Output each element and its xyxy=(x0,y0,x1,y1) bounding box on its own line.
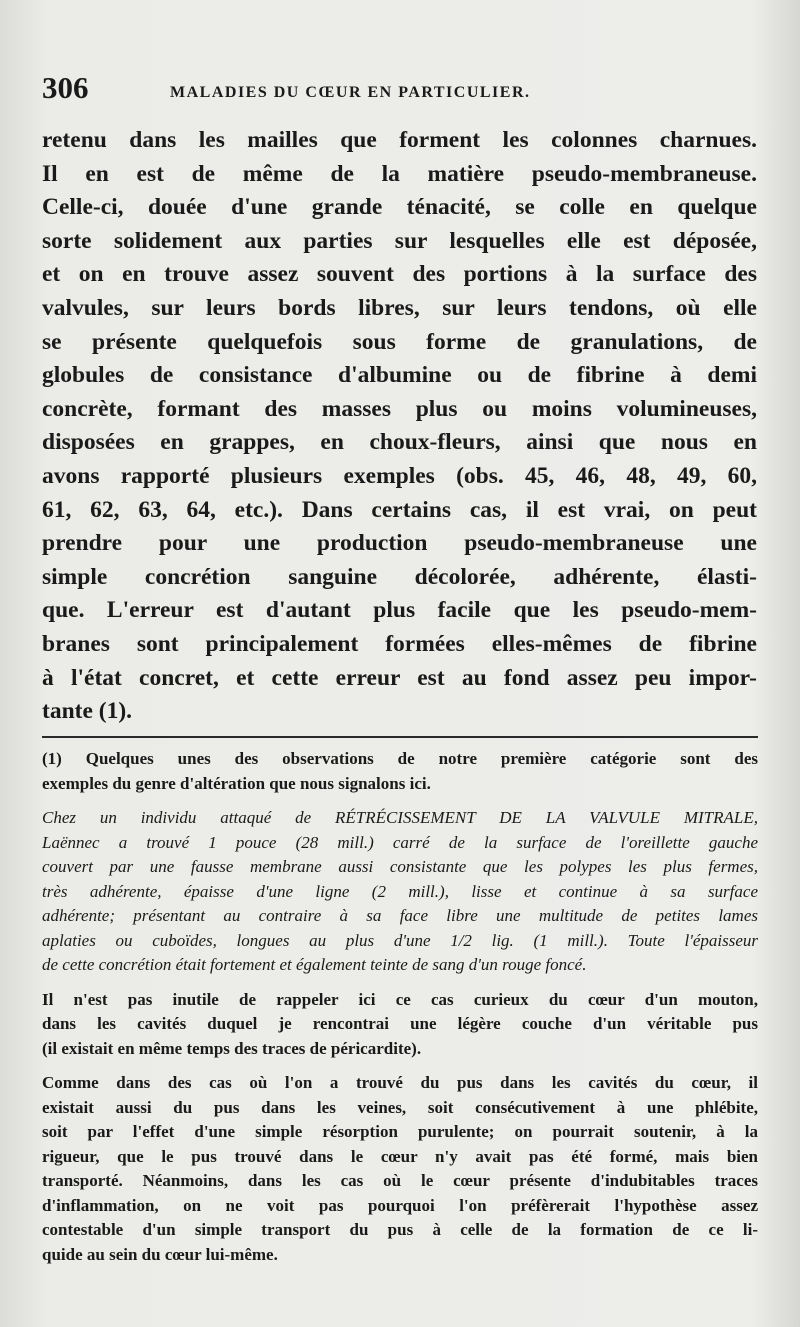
footnote-line: soit par l'effet d'une simple résorption purulente; on pourrait soutenir, à la xyxy=(42,1122,758,1141)
footnote-line: couvert par une fausse membrane aussi consistante que les polypes les plus fermes, xyxy=(42,857,758,876)
page-header xyxy=(42,70,762,110)
footnote-line: d'inflammation, on ne voit pas pourquoi l'on préfèrerait l'hypothèse assez xyxy=(42,1195,758,1215)
footnote-line: exemples du genre d'altération que nous signalons ici. xyxy=(42,773,431,793)
footnote-line: Comme dans des cas où l'on a trouvé du pus dans les cavités du cœur, il xyxy=(42,1073,758,1092)
footnote-rule xyxy=(42,736,758,738)
footnote-line: Chez un individu attaqué de RÉTRÉCISSEMENT DE LA VALVULE MITRALE, xyxy=(42,808,758,827)
main-text xyxy=(42,124,757,729)
footnote-line: (il existait en même temps des traces de péricardite). xyxy=(42,1038,422,1058)
text-line: retenu dans les mailles que forment les colonnes charnues. xyxy=(42,127,757,153)
footnote-line: transporté. Néanmoins, dans les cas où le cœur présente d'indubitables traces xyxy=(42,1171,758,1190)
footnote-line: très adhérente, épaisse d'une ligne (2 mill.), lisse et continue à sa surface xyxy=(42,881,758,901)
text-line: que. L'erreur est d'autant plus facile que les pseudo-mem- xyxy=(42,597,757,624)
text-line: concrète, formant des masses plus ou moins volumineuses, xyxy=(42,395,757,422)
footnote-line: Il n'est pas inutile de rappeler ici ce cas curieux du cœur d'un mouton, xyxy=(42,989,758,1009)
running-head: MALADIES DU CŒUR EN PARTICULIER. xyxy=(170,84,531,101)
text-line: à l'état concret, et cette erreur est au fond assez peu impor- xyxy=(42,664,757,691)
text-line: et on en trouve assez souvent des portions à la surface des xyxy=(42,261,757,288)
text-line: prendre pour une production pseudo-membraneuse une xyxy=(42,530,757,557)
text-line: sorte solidement aux parties sur lesquelles elle est déposée, xyxy=(42,227,757,254)
text-line: 61, 62, 63, 64, etc.). Dans certains cas, il est vrai, on peut xyxy=(42,496,757,523)
text-line: globules de consistance d'albumine ou de fibrine à demi xyxy=(42,362,757,389)
footnote-line: (1) Quelques unes des observations de notre première catégorie sont des xyxy=(42,749,758,768)
text-line: Il en est de même de la matière pseudo-membraneuse. xyxy=(42,160,757,187)
text-line: avons rapporté plusieurs exemples (obs. 45, 46, 48, 49, 60, xyxy=(42,462,757,489)
footnote-line: adhérente; présentant au contraire à sa face libre une multitude de petites lames xyxy=(42,906,758,925)
text-line: simple concrétion sanguine décolorée, adhérente, élasti- xyxy=(42,563,757,590)
footnote-line: aplaties ou cuboïdes, longues au plus d'une 1/2 lig. (1 mill.). Toute l'épaisseur xyxy=(42,930,758,950)
footnotes xyxy=(42,747,758,1267)
footnote-line: contestable d'un simple transport du pus à celle de la formation de ce li- xyxy=(42,1220,758,1239)
footnote-line: Laënnec a trouvé 1 pouce (28 mill.) carré de la surface de l'oreillette gauche xyxy=(42,832,758,852)
footnote-line: de cette concrétion était fortement et également teinte de sang d'un rouge foncé. xyxy=(42,955,587,974)
footnote-line: rigueur, que le pus trouvé dans le cœur n'y avait pas été formé, mais bien xyxy=(42,1146,758,1166)
text-line: branes sont principalement formées elles-mêmes de fibrine xyxy=(42,630,757,657)
text-line: valvules, sur leurs bords libres, sur leurs tendons, où elle xyxy=(42,294,757,321)
footnote-line: existait aussi du pus dans les veines, soit consécutivement à une phlébite, xyxy=(42,1097,758,1117)
text-line: disposées en grappes, en choux-fleurs, ainsi que nous en xyxy=(42,429,757,456)
text-line: Celle-ci, douée d'une grande ténacité, se colle en quelque xyxy=(42,194,757,221)
page-number: 306 xyxy=(42,70,89,105)
text-line: se présente quelquefois sous forme de granulations, de xyxy=(42,328,757,355)
footnote-line: dans les cavités duquel je rencontrai une légère couche d'un véritable pus xyxy=(42,1014,758,1033)
text-line: tante (1). xyxy=(42,698,133,725)
footnote-line: quide au sein du cœur lui-même. xyxy=(42,1244,278,1264)
